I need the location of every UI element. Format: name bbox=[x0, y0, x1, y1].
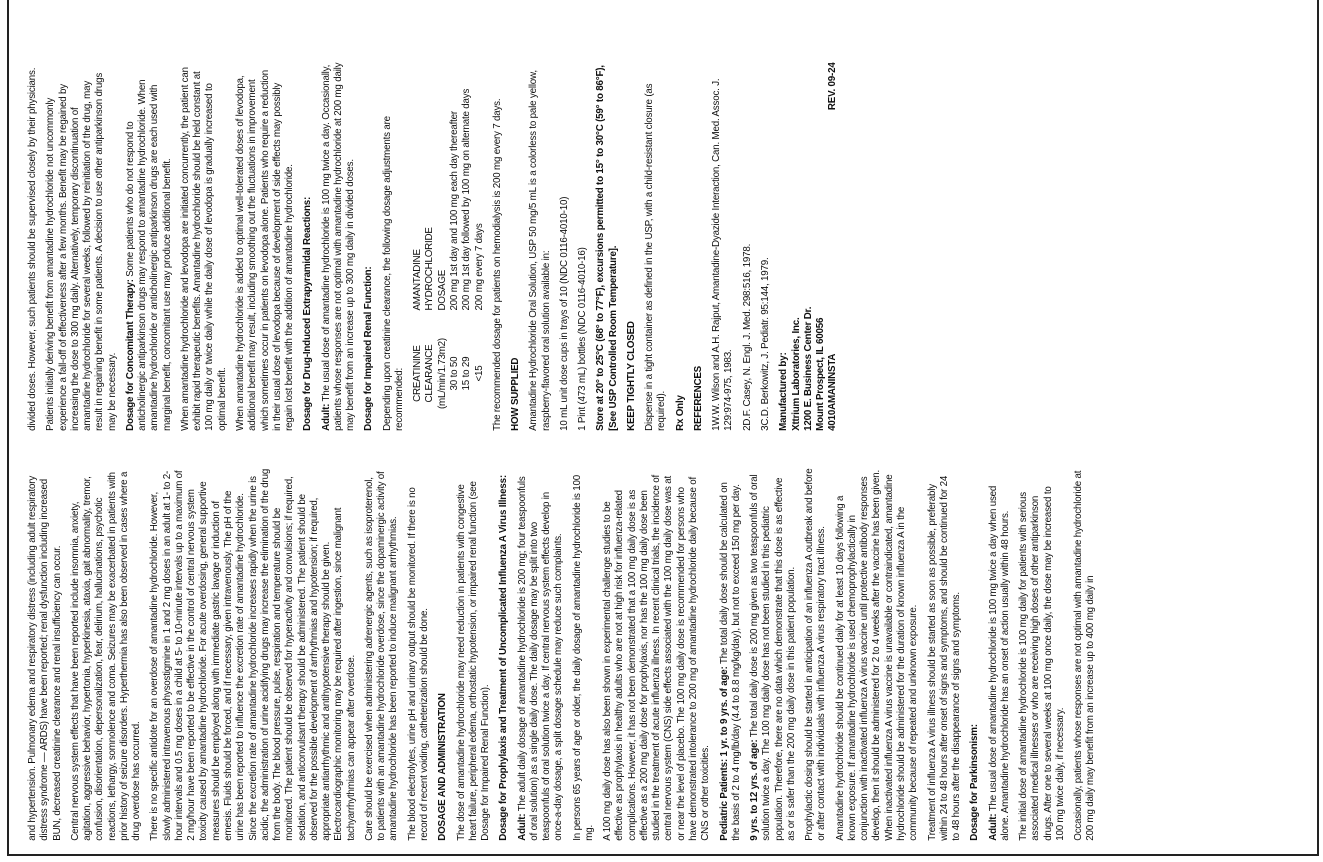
paragraph bbox=[45, 62, 119, 430]
clearance-cell: 30 to 50 bbox=[448, 356, 460, 391]
header-line: DOSAGE bbox=[436, 269, 448, 311]
paragraph-text: The usual dose of amantadine hydrochloride is 100 mg twice a day. Occasionally, patients whose responses are not optimal with amantadine hydrochloride at 200 mg daily may benefit from an increase up to 300 mg daily in divided doses. bbox=[320, 62, 357, 431]
paragraph-text: divided doses. However, such patients should be supervised closely by their physicians. bbox=[27, 67, 38, 431]
paragraph-text: When amantadine hydrochloride and levodopa are initiated concurrently, the patient can exhibit rapid therapeutic benefits. Amantadine hydrochloride should be held constant at 100 mg daily or twice daily while the daily dose of levodopa is gradually increased to optimal benefit. bbox=[179, 67, 228, 431]
paragraph-text: The recommended dosage for patients on hemodialysis is 200 mg every 7 days. bbox=[491, 98, 503, 431]
revision: REV. 09-24 bbox=[827, 62, 839, 111]
paragraph bbox=[572, 468, 597, 840]
paragraph bbox=[149, 468, 358, 840]
clearance-header bbox=[412, 316, 449, 431]
paragraph bbox=[760, 62, 772, 430]
paragraph bbox=[382, 62, 407, 430]
paragraph-text: There is no specific antidote for an overdose of amantadine hydrochloride. However, slowly administered intravenous physostigmine in 1 and 2 mg doses in an adult at 1- to 2-hour intervals and 0.5 mg doses in a child at 5- to 10-minute intervals up to a maximum of 2 mg/hour have been reported to be effective in the control of central nervous system toxicity caused by amantadine hydrochloride. For acute overdosing, general supportive measures should be employed along with immediate gastric lavage or induction of emesis. Fluids should be forced, and if necessary, given intravenously. The pH of the urine has been reported to influence the excretion rate of amantadine hydrochloride. Since the excretion rate of amantadine hydrochloride increases rapidly when the urine is acidic, the administration of urine acidifying drugs may increase the elimination of the drug from the body. The blood pressure, pulse, respiration and temperature should be monitored. The patient should be observed for hyperactivity and convulsions; if required, sedation, and anticonvulsant therapy should be administered. The patient should be observed for the possible development of arrhythmias and hypotension; if required, appropriate antiarrhythmic and antihypotensive therapy should be given. Electrocardiographic monitoring may be required after ingestion, since malignant tachyarrhythmias can appear after overdose. bbox=[149, 468, 357, 841]
paragraph-lead: Store at 20° to 25°C (68° to 77°F), excursions permitted to 15° to 30°C (59° to 86°F), [See USP Controlled Room Temperature]. bbox=[595, 65, 619, 431]
paragraph bbox=[321, 62, 358, 430]
rotated-page bbox=[17, 55, 1323, 852]
paragraph bbox=[302, 62, 314, 430]
paragraph-text: Care should be exercised when administering adrenergic agents, such as isoproterenol, to patients with an amantadine hydrochloride overdose, since the dopaminergic activity of amantadine hydrochloride has been reported to induce malignant arrhythmias. bbox=[363, 471, 400, 841]
section-heading: Dosage for Prophylaxis and Treatment of Uncomplicated Influenza A Virus Illness: bbox=[498, 475, 510, 841]
table-row bbox=[474, 70, 486, 431]
header-line: CLEARANCE bbox=[424, 344, 436, 403]
paragraph-lead: Dosage for Concomitant Therapy: bbox=[124, 279, 136, 431]
section-heading: Dosage for Parkinsonism: bbox=[969, 724, 981, 841]
left-column bbox=[27, 468, 1307, 840]
paragraph bbox=[1018, 468, 1067, 840]
paragraph bbox=[456, 468, 493, 840]
paragraph-text: 3C.D. Berkowitz, J. Pediatr. 95:144, 1979. bbox=[760, 257, 772, 431]
paragraph bbox=[711, 62, 736, 430]
paragraph-text: Depending upon creatinine clearance, the following dosage adjustments are recommended: bbox=[381, 116, 405, 431]
label-code-row bbox=[827, 62, 839, 430]
header-line: AMANTADINE bbox=[412, 249, 424, 311]
clearance-cell: <15 bbox=[473, 365, 485, 382]
document-frame bbox=[7, 0, 1319, 856]
paragraph bbox=[927, 468, 964, 840]
paragraph-lead: Pediatric Patients: 1 yr. to 9 yrs. of age: bbox=[718, 666, 730, 841]
paragraph bbox=[180, 62, 229, 430]
section-heading: REFERENCES bbox=[692, 366, 704, 431]
right-column bbox=[27, 62, 1307, 430]
paragraph bbox=[644, 62, 669, 430]
paragraph-text: Treatment of influenza A virus illness should be started as soon as possible, preferably within 24 to 48 hours after onset of signs and symptoms, and should be continued for 24 to 48 hours after the disappearance of signs and symptoms. bbox=[926, 475, 963, 841]
paragraph bbox=[559, 62, 571, 430]
paragraph-lead: Dosage for Drug-Induced Extrapyramidal Reactions: bbox=[302, 196, 314, 431]
table-header-row bbox=[412, 70, 449, 431]
renal-dosage-table bbox=[412, 70, 486, 431]
dosage-cell: 200 mg every 7 days bbox=[473, 223, 485, 311]
paragraph-text: The blood electrolytes, urine pH and urinary output should be monitored. If there is no record of recent voiding, catheterization should be done. bbox=[406, 487, 430, 841]
manufacturer-line: Mount Prospect, IL 60056 bbox=[815, 317, 827, 431]
paragraph-text: 1 Pint (473 mL) bottles (NDC 0116-4010-16) bbox=[577, 247, 589, 431]
paragraph-lead: Adult: bbox=[987, 813, 999, 841]
dosage-cell: 200 mg 1st day followed by 100 mg on alternate days bbox=[461, 88, 473, 311]
section-heading: DOSAGE AND ADMINISTRATION bbox=[437, 693, 449, 841]
paragraph bbox=[749, 468, 798, 840]
paragraph bbox=[804, 468, 829, 840]
paragraph-text: Amantadine Hydrochloride Oral Solution, USP 50 mg/5 mL is a colorless to pale yellow, raspberry-flavored oral solution available in: bbox=[528, 70, 552, 431]
paragraph bbox=[492, 62, 504, 430]
paragraph bbox=[595, 62, 620, 430]
dosage-header bbox=[412, 70, 449, 316]
paragraph-text: and hypertension. Pulmonary edema and respiratory distress (including adult respiratory distress syndrome — ARDS) have been reported; renal dysfunction including increased BUN, decreased creatinine clearance and renal insufficiency can occur. bbox=[27, 475, 63, 841]
table-row bbox=[449, 70, 461, 431]
paragraph bbox=[742, 62, 754, 430]
paragraph-text: The dose of amantadine hydrochloride may need reduction in patients with congestive heart failure, peripheral edema, orthostatic hypotension, or impaired renal function (see Dosage for Impaired Renal Function). bbox=[455, 481, 492, 841]
paragraph-text: The initial dose of amantadine hydrochloride is 100 mg daily for patients with serious associated medical illnesses or who are receiving high doses of other antiparkinson drugs. After one to several weeks at 100 mg once daily, the dose may be increased to 100 mg twice daily, if necessary. bbox=[1018, 486, 1066, 841]
paragraph-text: Prophylactic dosing should be started in anticipation of an influenza A outbreak and before or after contact with individuals with influenza A virus respiratory tract illness. bbox=[804, 468, 828, 841]
table-row bbox=[461, 70, 473, 431]
paragraph-lead: Dosage for Impaired Renal Function: bbox=[363, 266, 375, 431]
paragraph-text: A 100 mg daily dose has also been shown in experimental challenge studies to be effective as prophylaxis in healthy adults who are not at high risk for influenza-related complications. However, it has not been demonstrated that a 100 mg daily dose is as effective as a 200 mg daily dose for prophylaxis, nor has the 100 mg daily dose been studied in the treatment of acute influenza illness. In recent clinical trials, the incidence of central nervous system (CNS) side effects associated with the 100 mg daily dose was at or near the level of placebo. The 100 mg daily dose is recommended for persons who have demonstrated intolerance to 200 mg of amantadine hydrochloride daily because of CNS or other toxicities. bbox=[602, 474, 712, 841]
paragraph-text: Some patients who do not respond to anticholinergic antiparkinson drugs may respond to amantadine hydrochloride. When amantadine hydrochloride or anticholinergic antiparkinson drugs are each used with marginal benefit, concomitant use may produce additional benefit. bbox=[124, 79, 173, 431]
clearance-cell: 15 to 29 bbox=[461, 356, 473, 391]
section-heading: Rx Only bbox=[674, 395, 686, 431]
manufacturer-line: Xttrium Laboratories, Inc. bbox=[790, 317, 802, 431]
section-heading: HOW SUPPLIED bbox=[510, 357, 522, 431]
manufacturer-block bbox=[778, 62, 827, 430]
section-heading: KEEP TIGHTLY CLOSED bbox=[625, 321, 637, 431]
paragraph bbox=[364, 468, 401, 840]
paragraph-text: 10 mL unit dose cups in trays of 10 (NDC 0116-4010-10) bbox=[558, 196, 570, 431]
right-column-bottom bbox=[492, 62, 773, 430]
paragraph-text: The usual dose of amantadine hydrochloride is 100 mg twice a day when used alone. Amantadine hydrochloride has an onset of action usually within 48 hours. bbox=[987, 485, 1011, 841]
paragraph bbox=[719, 468, 744, 840]
paragraph bbox=[235, 62, 296, 430]
paragraph bbox=[577, 62, 589, 430]
right-column-top bbox=[27, 62, 406, 430]
paragraph bbox=[70, 468, 144, 840]
paragraph-text: The adult daily dosage of amantadine hydrochloride is 200 mg; four teaspoonfuls of oral solution) as a single daily dose. The daily dosage may be split into two teaspoonfuls of oral solution twice a day. If central nervous system effects develop in once-a-day dosage, a split dosage schedule may reduce such complaints. bbox=[516, 476, 565, 841]
paragraph bbox=[602, 468, 712, 840]
paragraph bbox=[528, 62, 553, 430]
paragraph bbox=[125, 62, 174, 430]
paragraph-text: When amantadine hydrochloride is added to optimal well-tolerated doses of levodopa, additional benefit may result, including smoothing out the fluctuations in improvement which sometimes occur in patients on levodopa alone. Patients who require a reduction in their usual dose of levodopa because of development of side effects may possibly regain lost benefit with the addition of amantadine hydrochloride. bbox=[234, 70, 296, 431]
paragraph-text: Central nervous system effects that have been reported include insomnia, anxiety, agitation, aggressive behavior, hypertonia, hyperkinesia, ataxia, gait abnormality, tremor, confusion, disorientation, depersonalization, fear, delirium, hallucinations, psychotic reactions, lethargy, somnolence and coma. Seizures may be exacerbated in patients with prior history of seizure disorders. Hyperthermia has also been observed in cases where a drug overdose has occurred. bbox=[69, 471, 143, 841]
paragraph-text: 2D.F. Casey, N. Engl. J. Med. 298:516, 1978. bbox=[741, 243, 753, 431]
paragraph bbox=[517, 468, 566, 840]
manufacturer-line: Manufactured by: bbox=[778, 352, 790, 431]
manufacturer-line: 1200 E. Business Center Dr. bbox=[802, 306, 814, 431]
paragraph-lead: Adult: bbox=[516, 813, 528, 841]
label-code: 4010AMANINSTA bbox=[827, 353, 839, 431]
header-line: HYDROCHLORIDE bbox=[424, 227, 436, 311]
paragraph bbox=[1073, 468, 1098, 840]
paragraph bbox=[988, 468, 1013, 840]
paragraph-text: In persons 65 years of age or older, the daily dosage of amantadine hydrochloride is 100 mg. bbox=[571, 475, 595, 841]
paragraph-text: Amantadine hydrochloride should be continued daily for at least 10 days following a known exposure. If amantadine hydrochloride is used chemoprophylactically in conjunction with inactivated influenza A virus vaccine until protective antibody responses develop, then it should be administered for 2 to 4 weeks after the vaccine has been given. When inactivated influenza A virus vaccine is unavailable or contraindicated, amantadine hydrochloride should be administered for the duration of known influenza A in the community because of repeated and unknown exposure. bbox=[834, 469, 920, 841]
dosage-cell: 200 mg 1st day and 100 mg each day thereafter bbox=[448, 111, 460, 311]
paragraph-text: Occasionally, patients whose responses are not optimal with amantadine hydrochloride at 200 mg daily may benefit from an increase up to 400 mg daily in bbox=[1073, 470, 1097, 841]
paragraph-lead: Adult: bbox=[320, 403, 332, 431]
paragraph-text: Dispense in a tight container as defined in the USP, with a child-resistant closure (as required). bbox=[644, 83, 668, 431]
paragraph bbox=[835, 468, 921, 840]
header-line: CREATININE bbox=[412, 345, 424, 402]
paragraph-text: The total daily dose is 200 mg given as two teaspoonfuls of oral solution twice a day. The 100 mg daily dose has not been studied in this pediatric population. Therefore, there are no data which demonstrate that this dose is as effective as or is safer than the 200 mg daily dose in this patient population. bbox=[749, 474, 797, 841]
paragraph bbox=[363, 62, 375, 430]
paragraph-text: The total daily dose should be calculated on the basis of 2 to 4 mg/lb/day (4.4 to 8.8 mg/kg/day), but not to exceed 150 mg per day. bbox=[718, 482, 742, 841]
paragraph bbox=[407, 468, 432, 840]
header-line: (mL/min/1.73m2) bbox=[436, 338, 448, 410]
paragraph-lead: 9 yrs. to 12 yrs. of age: bbox=[749, 739, 761, 841]
paragraph bbox=[27, 468, 64, 840]
paragraph-text: Patients initially deriving benefit from amantadine hydrochloride not uncommonly experience a fall-off of effectiveness after a few months. Benefit may be regained by increasing the dose to 300 mg daily. Alternatively, temporary discontinuation of amantadine hydrochloride for several weeks, followed by reinitiation of the drug, may result in regaining benefit in some patients. A decision to use other antiparkinson drugs may be necessary. bbox=[45, 72, 118, 431]
paragraph bbox=[27, 62, 39, 430]
paragraph-text: 1W.W. Wilson and A.H. Rajput, Amantadine-Dyazide Interaction, Can. Med. Assoc. J. 129:974-975, 1983. bbox=[711, 78, 735, 431]
